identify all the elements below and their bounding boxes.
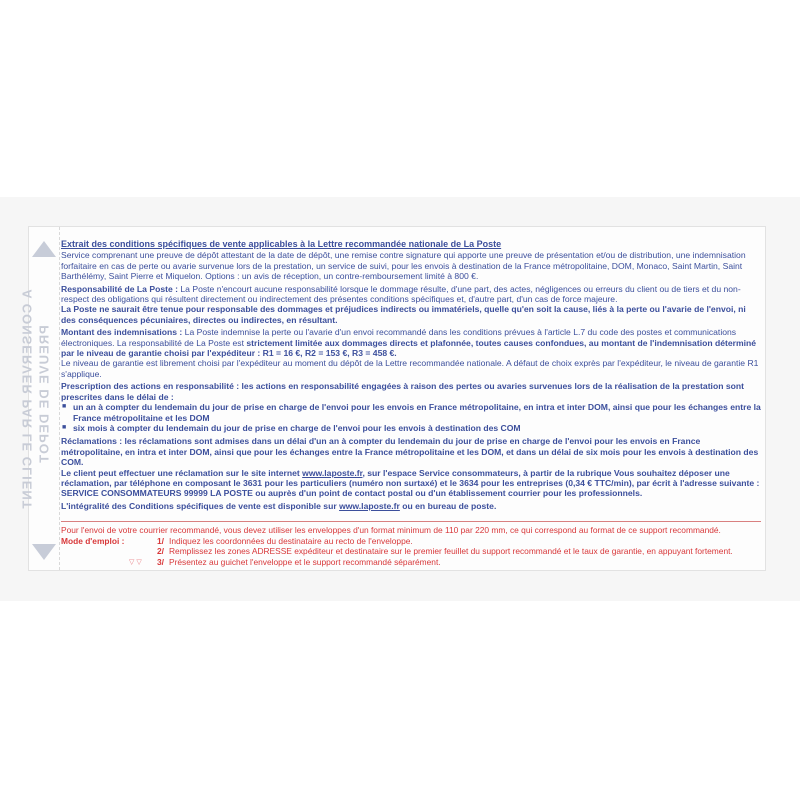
website-link[interactable]: www.laposte.fr xyxy=(339,500,400,511)
list-item: ■ six mois à compter du lendemain du jour de prise en charge de l'envoi pour les envois à destination des COM xyxy=(73,423,761,433)
integralite-text-a: L'intégralité des Conditions spécifiques de vente est disponible sur xyxy=(61,500,340,511)
section-text: Le niveau de garantie est librement choisi par l'expéditeur au moment du dépôt de la Lettre recommandée nationale. A défaut de choix exprès par l'expéditeur, le niveau de garantie R1 s'applique. xyxy=(61,358,759,379)
step-text: Présentez au guichet l'enveloppe et le support recommandé séparément. xyxy=(169,556,441,567)
usage-step xyxy=(61,557,761,568)
triangle-marks-icon: ▽▽ xyxy=(129,558,144,566)
section-text: les actions en responsabilité engagées à raison des pertes ou avaries survenues lors de la réalisation de la prestation sont prescrites dans le délai de : xyxy=(61,381,744,402)
stub-label-proof: PREUVE DE DEPOT xyxy=(36,325,52,464)
service-intro: Service comprenant une preuve de dépôt attestant de la date de dépôt, une remise contre signature qui apporte une preuve de présentation et/ou de distribution, une indemnisation forfaitaire en cas de perte ou avarie survenue lors de la prestation, un service de suivi, pour les envois à destination de la France métropolitaine, DOM, Monaco, Saint Martin, Saint Barthélémy, Saint Pierre et Miquelon. Options : un avis de réception, un contre-remboursement limité à 800 €. xyxy=(61,250,746,282)
section-text: La Poste n'encourt aucune responsabilité lorsque le dommage résulte, d'une part, des actes, négligences ou erreurs du client ou de tiers et du non-respect des obligations qui résultent directement ou indirectement des présentes conditions spécifiques et, d'autre part, d'un cas de force majeure. xyxy=(61,283,741,305)
usage-label: Mode d'emploi : xyxy=(61,535,125,546)
section-heading: Réclamations : xyxy=(61,436,123,447)
usage-step xyxy=(61,536,761,547)
web-text-b: , sur l'espace Service consommateurs, à partir de la rubrique Vous souhaitez déposer une réclamation, par téléphone en composant le 3631 pour les particuliers (numéro non surtaxé) et le 3634 pour les entreprises (0,34 € TTC/min), par écrit à l'adresse suivante : SERVICE CONSOMMATEURS 99999 LA POSTE ou auprès d'un point de contact postal ou d'un établissement courrier pour les professionnels. xyxy=(61,467,760,499)
stub-label-keep: A CONSERVER PAR LE CLIENT xyxy=(19,289,35,510)
conditions-text xyxy=(61,239,761,513)
step-number: 2/ xyxy=(157,546,164,557)
integralite-text-b: ou en bureau de poste. xyxy=(399,500,497,511)
section-bold-text: La Poste ne saurait être tenue pour responsable des dommages et préjudices indirects ou immatériels, quelle qu'en soit la cause, liés à la perte ou l'avarie de l'envoi, ni des conséquences pécuniaires, directes ou indirectes, en résultant. xyxy=(61,304,746,325)
step-number: 3/ xyxy=(157,556,164,567)
section-prescription xyxy=(61,381,761,402)
section-text: les réclamations sont admises dans un délai d'un an à compter du lendemain du jour de prise en charge de l'envoi pour les envois en France métropolitaine, en intra et inter DOM, ainsi que pour les échanges entre la France métropolitaine et les DOM, et dans un délai de six mois pour les envois à destination des COM. xyxy=(61,436,759,468)
divider xyxy=(61,521,761,522)
step-number: 1/ xyxy=(157,535,164,546)
receipt-stub xyxy=(19,227,60,570)
usage-step xyxy=(61,546,761,557)
section-text: La Poste indemnise la perte ou l'avarie d'un envoi recommandé dans les conditions prévues à l'article L.7 du code des postes et communications électroniques. La responsabilité de La Poste est xyxy=(61,327,737,348)
arrow-up-icon xyxy=(32,241,56,257)
step-text: Indiquez les coordonnées du destinataire au recto de l'enveloppe. xyxy=(169,535,413,546)
step-text: Remplissez les zones ADRESSE expéditeur et destinataire sur le premier feuillet du support recommandé et le taux de garantie, en appuyant fortement. xyxy=(169,546,733,557)
list-item: ■ un an à compter du lendemain du jour de prise en charge de l'envoi pour les envois en France métropolitaine, en intra et inter DOM, ainsi que pour les échanges entre la France métropolitaine et les DOM xyxy=(73,402,761,423)
section-heading: Montant des indemnisations : xyxy=(61,327,183,338)
usage-intro: Pour l'envoi de votre courrier recommandé, vous devez utiliser les enveloppes d'un format minimum de 110 par 220 mm, ce qui correspond au format de ce support recommandé. xyxy=(61,525,721,535)
website-link[interactable]: www.laposte.fr xyxy=(302,467,363,478)
conditions-title: Extrait des conditions spécifiques de vente applicables à la Lettre recommandée nationale de La Poste xyxy=(61,239,502,249)
section-heading: Responsabilité de La Poste : xyxy=(61,283,178,294)
section-bold-text: strictement limitée aux dommages directs et plafonnée, toutes causes confondues, au montant de l'indemnisation déterminé par le niveau de garantie choisi par l'expéditeur : R1 = 16 €, R2 = 153 €, R3 = 458 €. xyxy=(61,337,757,359)
section-reclamations xyxy=(61,436,761,498)
section-integralite xyxy=(61,501,761,511)
section-montant xyxy=(61,327,761,379)
web-text-a: Le client peut effectuer une réclamation sur le site internet xyxy=(61,467,303,478)
prescription-list xyxy=(61,402,761,433)
section-heading: Prescription des actions en responsabilité : xyxy=(61,381,240,392)
arrow-down-icon xyxy=(32,544,56,560)
usage-instructions xyxy=(61,525,761,567)
section-responsabilite xyxy=(61,284,761,326)
receipt-slip xyxy=(19,226,766,571)
